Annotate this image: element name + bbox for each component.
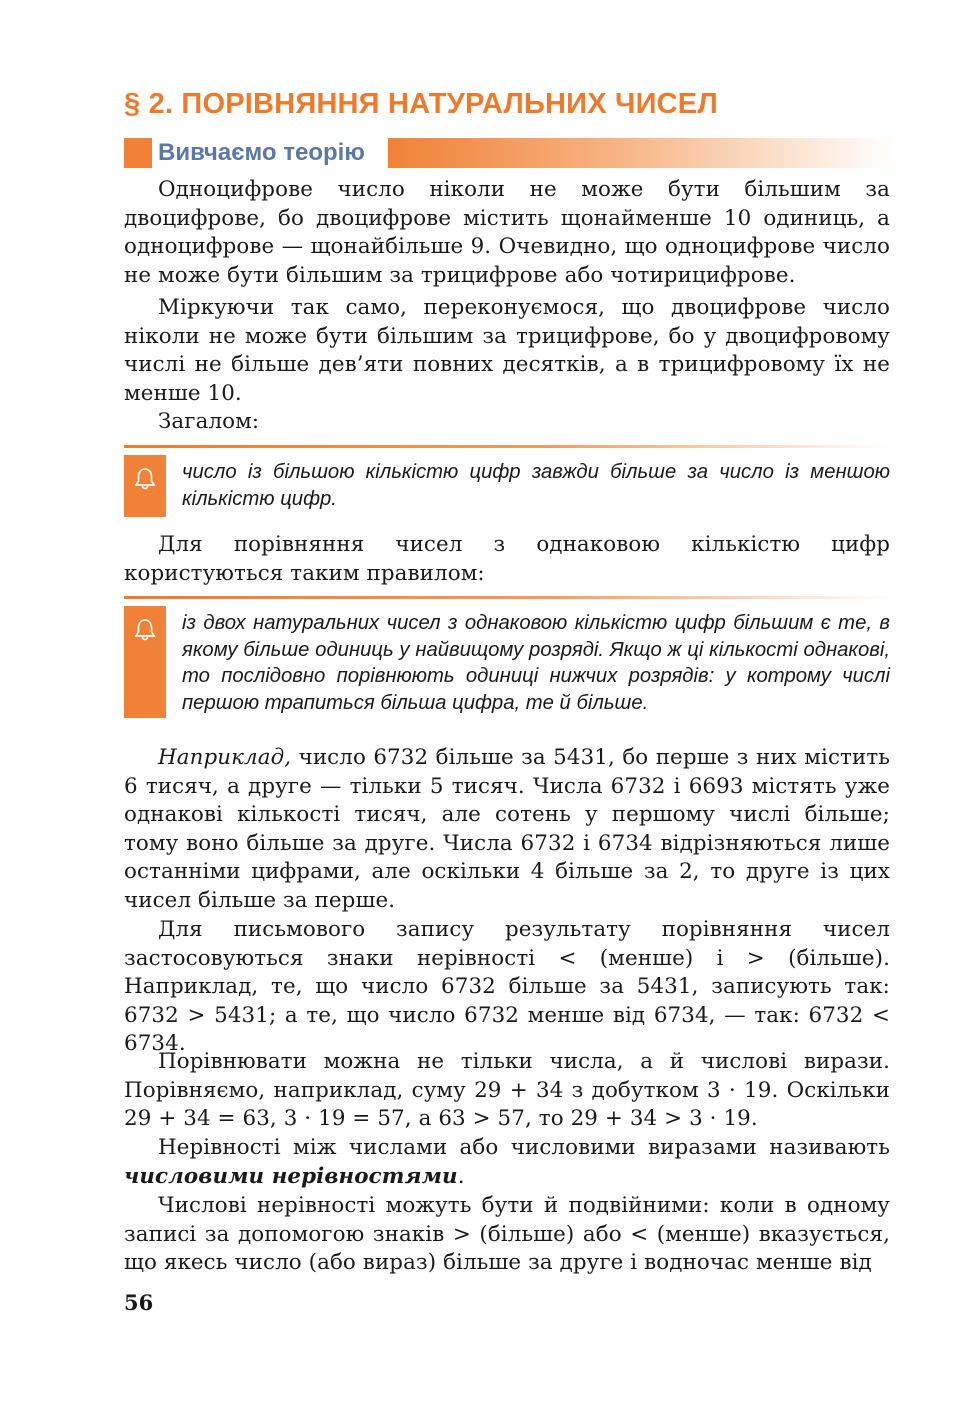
rule-text-1: число із більшою кількістю цифр завжди більше за число із меншою кількістю цифр.: [182, 461, 890, 510]
example-lead: Наприклад,: [158, 745, 292, 770]
bell-icon: [134, 618, 156, 642]
rule-box-1: [124, 445, 892, 519]
rule-tab: [124, 606, 166, 718]
subsection-header: [124, 138, 894, 168]
paragraph-5: [124, 744, 890, 916]
definition-lead: Нерівності між числами або числовими виразами називають: [158, 1135, 890, 1160]
rule-box-2: [124, 596, 892, 722]
rule-text-2: із двох натуральних чисел з однаковою кількістю цифр більшим є те, в якому більше одиниць у найвищому розряді. Якщо ж ці кількості однакові, то послідовно порівнюють одиниці нижчих розрядів: у котрому числі першою трапиться більша цифра, те й більше.: [182, 612, 890, 714]
subsection-marker: [124, 138, 152, 168]
example-body: число 6732 більше за 5431, бо перше з них містить 6 тисяч, а друге — тільки 5 тисяч. Числа 6732 і 6693 містять уже однакові кількості тисяч, але сотень у першому числі більше; тому воно більше за друге. Числа 6732 і 6734 відрізняються лише останніми цифрами, але оскільки 4 більше за 2, то друге із цих чисел більше за перше.: [124, 745, 890, 913]
definition-end: .: [457, 1163, 465, 1189]
paragraph-8: [124, 1134, 890, 1191]
subsection-title: Вивчаємо теорію: [158, 139, 365, 166]
rule-tab: [124, 455, 166, 517]
paragraph-1: Одноцифрове число ніколи не може бути більшим за двоцифрове, бо двоцифрове містить щонайменше 10 одиниць, а одноцифрове — щонайбільше 9. Очевидно, що одноцифрове число не може бути більшим за трицифрове або чотирицифрове.: [124, 177, 890, 288]
paragraph-7: Порівнювати можна не тільки числа, а й числові вирази. Порівняємо, наприклад, суму 29 + 34 з добутком 3 · 19. Оскільки 29 + 34 = 63, 3 · 19 = 57, а 63 > 57, то 29 + 34 > 3 · 19.: [124, 1049, 890, 1132]
paragraph-4: Для порівняння чисел з однаковою кількістю цифр користуються таким правилом:: [124, 532, 890, 586]
rule-divider: [124, 445, 892, 448]
rule-divider: [124, 596, 892, 599]
paragraph-2: Міркуючи так само, переконуємося, що двоцифрове число ніколи не може бути більшим за трицифрове, бо у двоцифровому числі не більше дев’яти повних десятків, а в трицифровому їх не менше 10.: [124, 295, 890, 406]
bell-icon: [134, 467, 156, 491]
paragraph-6: Для письмового запису результату порівняння чисел застосовуються знаки нерівності < (менше) і > (більше). Наприклад, те, що число 6732 більше за 5431, записують так: 6732 > 5431; а те, що число 6732 менше від 6734, — так: 6732 < 6734.: [124, 917, 890, 1057]
definition-term: числовими нерівностями: [124, 1163, 458, 1189]
paragraph-3: Загалом:: [158, 409, 260, 434]
section-title: § 2. ПОРІВНЯННЯ НАТУРАЛЬНИХ ЧИСЕЛ: [124, 88, 718, 120]
page-number: 56: [124, 1290, 154, 1315]
subsection-gradient-bar: [388, 138, 894, 168]
paragraph-9: Числові нерівності можуть бути й подвійними: коли в одному записі за допомогою знаків > (більше) або < (менше) вказується, що якесь число (або вираз) більше за друге і водночас менше від: [124, 1193, 890, 1276]
